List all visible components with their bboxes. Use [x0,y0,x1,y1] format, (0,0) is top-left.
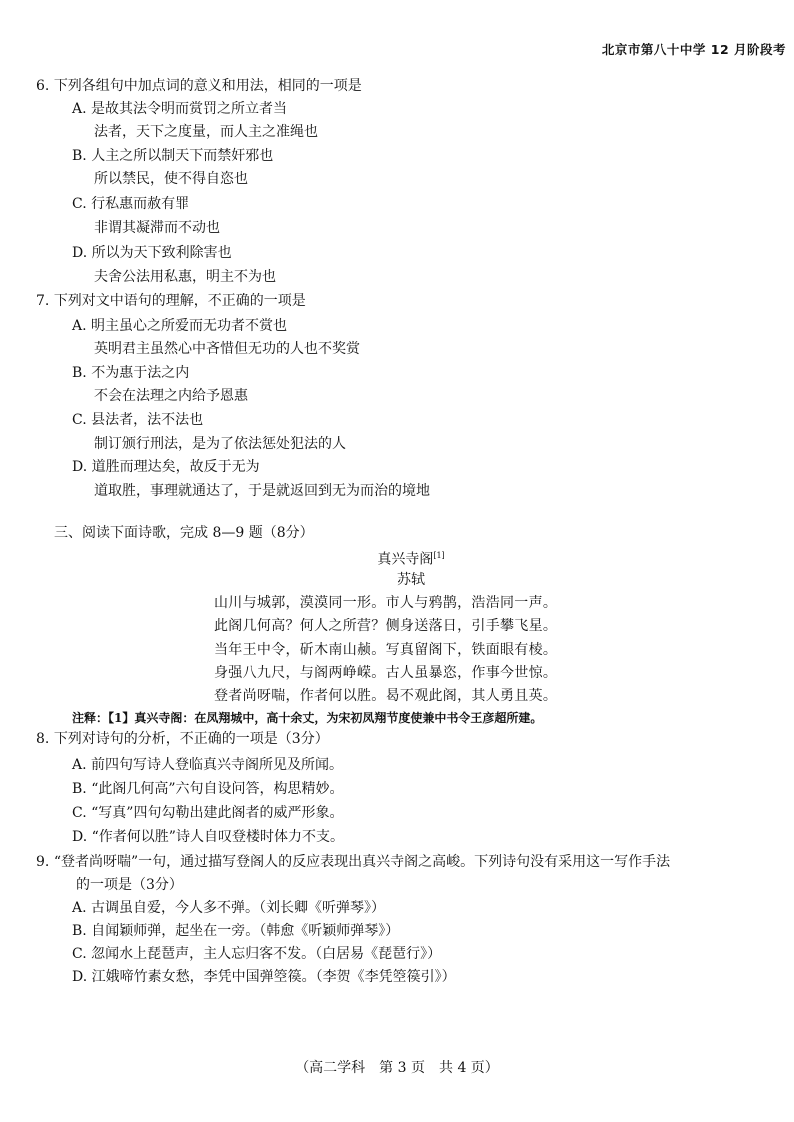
option-line: 法者，天下之度量，而人主之准绳也 [94,124,318,140]
q9-option-c [72,944,441,964]
q6-option-a [72,99,287,119]
option-label: D. [72,969,88,985]
q6-option-c [72,194,189,214]
option-line: 非谓其凝滞而不动也 [94,220,220,236]
q8-option-c [72,803,343,823]
q6-option-d [72,243,232,263]
option-label: A. [72,101,87,117]
option-text: “写真”四句勾勒出建此阁者的威严形象。 [91,805,344,821]
option-line: 道胜而理达矣，故反于无为 [91,459,260,475]
q9-option-b [72,921,399,941]
option-label: A. [72,900,87,916]
option-line: 不为惠于法之内 [91,365,190,381]
poem-line: 登者尚呀喘，作者何以胜。曷不观此阁，其人勇且英。 [214,688,558,704]
poem-author: 苏轼 [397,572,425,588]
option-text: 自闻颖师弹，起坐在一旁。（韩愈《听颖师弹琴》） [91,923,400,939]
question-number: 8. [36,731,50,747]
poem-line: 身强八九尺，与阁两峥嵘。古人虽暴恣，作事今世惊。 [214,665,558,681]
question-6-stem [36,76,362,96]
option-line: 是故其法令明而赏罚之所立者当 [91,101,288,117]
option-text: 古调虽自爱，今人多不弹。（刘长卿《听弹琴》） [91,900,386,916]
q8-option-a [72,755,343,775]
option-line: 人主之所以制天下而禁奸邪也 [91,148,274,164]
option-label: C. [72,412,87,428]
option-label: B. [72,923,87,939]
poem-title [0,546,794,570]
option-label: B. [72,148,87,164]
option-line: 明主虽心之所爱而无功者不赏也 [91,318,288,334]
poem-line: 当年王中令，斫木南山赪。写真留阁下，铁面眼有棱。 [214,642,558,658]
question-text-cont: 的一项是（3分） [76,877,183,893]
option-line: 所以禁民，使不得自恣也 [94,171,248,187]
question-number: 6. [36,78,50,94]
question-7-stem [36,291,306,311]
q8-option-b [72,779,344,799]
q7-option-a [72,316,287,336]
q6-option-b [72,146,273,166]
section-heading: 三、阅读下面诗歌，完成 8—9 题（8分） [54,525,314,541]
option-line: 夫舍公法用私惠，明主不为也 [94,269,276,285]
option-line: 县法者，法不法也 [91,412,204,428]
option-line: 行私惠而赦有罪 [91,196,190,212]
q7-option-b [72,363,189,383]
question-text: 下列对文中语句的理解，不正确的一项是 [53,293,306,309]
poem-line: 山川与城郭，漠漠同一形。市人与鸦鹊，浩浩同一声。 [214,595,558,611]
option-text: “作者何以胜”诗人自叹登楼时体力不支。 [91,829,344,845]
page-footer: （高二学科 第 3 页 共 4 页） [295,1060,499,1076]
option-line: 不会在法理之内给予恩惠 [94,388,248,404]
poem-title-text: 真兴寺阁 [377,551,434,568]
option-line: 英明君主虽然心中吝惜但无功的人也不奖赏 [94,341,360,357]
option-text: “此阁几何高”六句自设问答，构思精妙。 [91,781,344,797]
q9-option-a [72,898,385,918]
option-label: C. [72,805,87,821]
option-label: A. [72,318,87,334]
question-number: 9. [36,854,50,870]
option-line: 道取胜，事理就通达了，于是就返回到无为而治的境地 [94,483,430,499]
option-label: C. [72,946,87,962]
option-label: B. [72,781,87,797]
q9-option-d [72,967,456,987]
option-label: D. [72,245,88,261]
option-label: C. [72,196,87,212]
question-number: 7. [36,293,50,309]
option-text: 忽闻水上琵琶声，主人忘归客不发。（白居易《琵琶行》） [91,946,442,962]
q7-option-c [72,410,203,430]
question-text: 下列各组句中加点词的意义和用法，相同的一项是 [53,78,362,94]
poem-line: 此阁几何高？何人之所营？侧身送落日，引手攀飞星。 [214,618,558,634]
footnote-marker: [1] [433,551,445,560]
question-8-stem [36,729,329,749]
question-text: “登者尚呀喘”一句，通过描写登阁人的反应表现出真兴寺阁之高峻。下列诗句没有采用这一写作手法 [53,854,671,870]
option-line: 所以为天下致利除害也 [91,245,232,261]
question-9-stem [36,852,670,872]
option-label: B. [72,365,87,381]
option-label: D. [72,829,88,845]
page-header: 北京市第八十中学 12 月阶段考 [601,42,786,57]
option-text: 前四句写诗人登临真兴寺阁所见及所闻。 [91,757,344,773]
question-text: 下列对诗句的分析，不正确的一项是（3分） [53,731,329,747]
option-line: 制订颁行刑法，是为了依法惩处犯法的人 [94,436,346,452]
option-text: 江娥啼竹素女愁，李凭中国弹箜篌。（李贺《李凭箜篌引》） [91,969,456,985]
q7-option-d [72,457,260,477]
option-label: D. [72,459,88,475]
q8-option-d [72,827,344,847]
poem-footnote: 注释：【1】真兴寺阁：在凤翔城中，高十余丈，为宋初凤翔节度使兼中书令王彦超所建。 [72,711,543,725]
option-label: A. [72,757,87,773]
